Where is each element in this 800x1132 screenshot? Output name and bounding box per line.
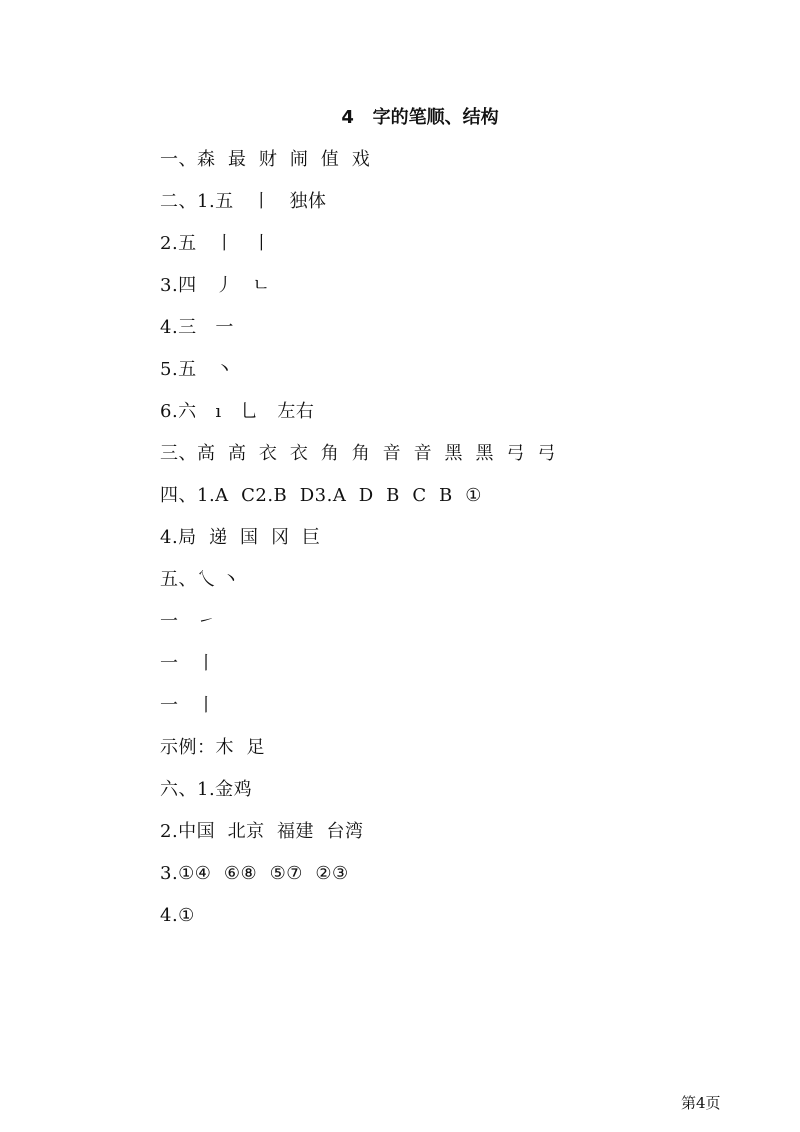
answer-line: 六、1.金鸡: [160, 779, 253, 800]
answer-line: 一 丨: [160, 695, 216, 716]
answer-line: 4.三 一: [160, 317, 234, 338]
answer-line: 一、森 最 财 闹 值 戏: [160, 149, 371, 170]
answer-line: 四、1.A C2.B D3.A D B C B ①: [160, 485, 482, 506]
answer-line: 五、乀 丶: [160, 569, 241, 590]
answer-line: 一 丨: [160, 653, 216, 674]
answer-line: 3.①④ ⑥⑧ ⑤⑦ ②③: [160, 863, 349, 884]
page-number: 第4页: [681, 1094, 721, 1112]
answer-line: 三、高 高 衣 衣 角 角 音 音 黑 黑 弓 弓: [160, 443, 556, 464]
document-title: 4 字的笔顺、结构: [341, 107, 499, 128]
answer-line: 2.五 丨 丨: [160, 233, 272, 254]
answer-line: 6.六 ı 乚 左右: [160, 401, 315, 422]
answer-line: 一 ㇀: [160, 611, 216, 632]
answer-line: 4.局 递 国 冈 巨: [160, 527, 321, 548]
answer-line: 5.五 丶: [160, 359, 234, 380]
answer-line: 3.四 丿 ㄴ: [160, 275, 271, 296]
answer-line: 二、1.五 丨 独体: [160, 191, 327, 212]
answer-line: 4.①: [160, 905, 195, 926]
answer-line: 示例：木 足: [160, 737, 265, 758]
answer-line: 2.中国 北京 福建 台湾: [160, 821, 364, 842]
